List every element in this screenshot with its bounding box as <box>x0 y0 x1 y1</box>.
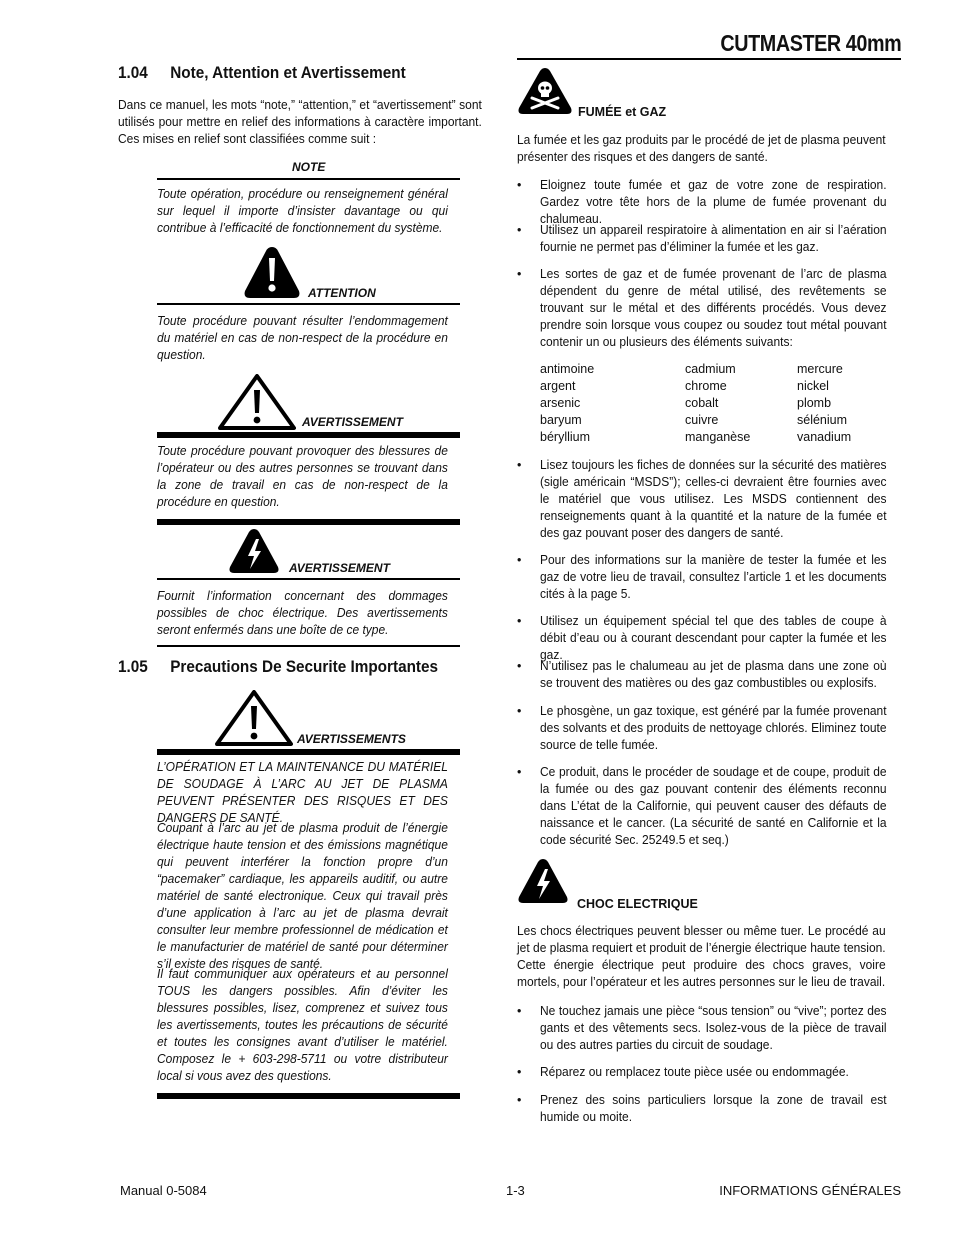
section-104-title: Note, Attention et Avertissement <box>170 63 406 82</box>
skull-crossbones-icon <box>517 66 573 116</box>
warning2-rule <box>157 578 460 580</box>
section-105-title: Precautions De Securite Importantes <box>170 657 439 676</box>
section-104-heading <box>118 63 406 83</box>
header-rule <box>517 58 901 60</box>
shock-intro: Les chocs électriques peuvent blesser ou même tuer. Le procédé au jet de plasma requiert et produit de l’énergie électrique haute tension. Cette énergie électrique peut produire des chocs graves, voire mortels, pour l’opérateur et les autres personnes sur le lieu de travail. <box>517 924 886 989</box>
warning-triangle-icon <box>218 374 296 430</box>
note-label: NOTE <box>292 160 326 174</box>
warnings-para-3: Il faut communiquer aux opérateurs et au personnel TOUS les dangers possibles. Afin d’éviter les blessures possibles, lisez, comprenez et suivez tous les avertissements, toutes les précautions de sécurité et toutes les consignes avant d’utiliser le matériel. Composez le + 603-298-5711 ou votre distributeur local si vous avez des questions. <box>157 967 448 1083</box>
attention-text: Toute procédure pouvant résulter l’endommagement du matériel en cas de non-respect de la procédure en question. <box>157 314 448 362</box>
warning2-label: AVERTISSEMENT <box>289 561 390 575</box>
metals-column-2: cadmium chrome cobalt cuivre manganèse <box>685 362 751 444</box>
warning1-bottom-rule <box>157 519 460 525</box>
warning2-text: Fournit l’information concernant des dommages possibles de choc électrique. Des avertissements seront enfermés dans une boîte de ce type. <box>157 589 448 637</box>
warnings-bottom-rule <box>157 1093 460 1099</box>
footer-page-number: 1-3 <box>506 1183 525 1198</box>
shock-label: CHOC ELECTRIQUE <box>577 897 698 911</box>
electric-shock-icon <box>517 857 569 905</box>
fumes-label: FUMÉE et GAZ <box>578 105 667 119</box>
warnings-rule <box>157 749 460 755</box>
warnings-para-1: L’OPÉRATION ET LA MAINTENANCE DU MATÉRIEL DE SOUDAGE À L’ARC AU JET DE PLASMA PEUVENT PRÉSENTER DES RISQUES ET DES DANGERS DE SANTÉ. <box>157 760 448 825</box>
note-rule <box>157 178 460 180</box>
attention-exclamation-icon <box>243 245 301 300</box>
note-text: Toute opération, procédure ou renseignement général sur lequel il importe d’insister davantage ou qui contribue à l’efficacité de fonctionnement du système. <box>157 187 448 235</box>
section-104-number: 1.04 <box>118 63 148 82</box>
metals-column-1: antimoine argent arsenic baryum béryllium <box>540 362 595 444</box>
section-105-heading <box>118 657 438 677</box>
warnings-para-2: Coupant à l’arc au jet de plasma produit de l’énergie électrique haute tension et des émissions magnétique qui peuvent interférer la fonction propre d’un “pacemaker” cardiaque, les appareils auditif, ou autre matériel de santé electronique. Ceux qui travail près d’une application à l’arc au jet de plasma devrait consulter leur membre professionnel de médication et le manufacturier de matériel de santé pour déterminer s’il existe des risques de santé. <box>157 821 448 971</box>
fumes-intro: La fumée et les gaz produits par le procédé de jet de plasma peuvent présenter des risques et des dangers de santé. <box>517 133 886 164</box>
warning-triangle-icon <box>215 690 293 746</box>
warning1-rule <box>157 432 460 438</box>
warnings-label: AVERTISSEMENTS <box>297 732 406 746</box>
section-104-intro: Dans ce manuel, les mots “note,” “attention,” et “avertissement” sont utilisés pour mettre en relief des informations à caractère important. Ces mises en relief sont classifiées comme suit : <box>118 98 482 146</box>
metals-column-3: mercure nickel plomb sélénium vanadium <box>797 362 852 444</box>
warning2-bottom-rule <box>157 645 460 647</box>
footer-manual-number: Manual 0-5084 <box>120 1183 207 1198</box>
attention-label: ATTENTION <box>308 286 376 300</box>
electric-shock-icon <box>228 527 280 575</box>
section-105-number: 1.05 <box>118 657 148 676</box>
attention-rule <box>157 303 460 305</box>
document-title: CUTMASTER 40mm <box>720 30 901 56</box>
warning1-label: AVERTISSEMENT <box>302 415 403 429</box>
warning1-text: Toute procédure pouvant provoquer des blessures de l’opérateur ou des autres personnes se trouvant dans la zone de travail en cas de non-respect de la procédure en question. <box>157 444 448 509</box>
footer-section-title: INFORMATIONS GÉNÉRALES <box>719 1183 901 1198</box>
